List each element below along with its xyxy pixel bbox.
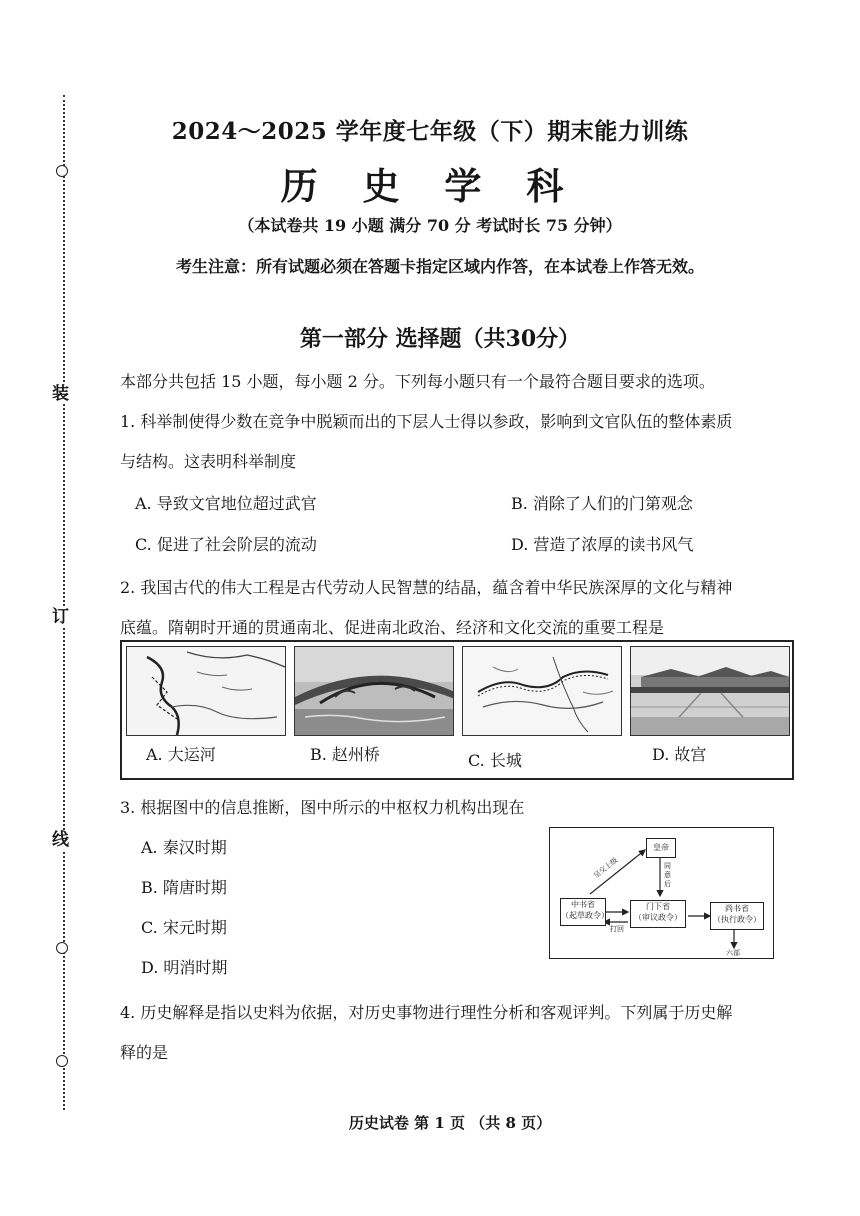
q2-picture-label-c: C. 长城	[468, 751, 522, 770]
q1-stem-line1: 1. 科举制使得少数在竞争中脱颖而出的下层人士得以参政，影响到文官队伍的整体素质	[120, 412, 733, 431]
zhongshu-label: 中书省	[571, 900, 595, 909]
q3-option-c[interactable]: C. 宋元时期	[141, 918, 227, 937]
q2-picture-label-a: A. 大运河	[146, 745, 216, 764]
six-ministries-label: 六部	[726, 949, 740, 957]
q2-picture-options	[120, 640, 794, 780]
q1-option-d[interactable]: D. 营造了浓厚的读书风气	[511, 535, 694, 554]
q3-stem: 3. 根据图中的信息推断，图中所示的中枢权力机构出现在	[120, 798, 525, 817]
q1-option-b[interactable]: B. 消除了人们的门第观念	[511, 494, 693, 513]
q3-option-b[interactable]: B. 隋唐时期	[141, 878, 227, 897]
zhaozhou-bridge-image[interactable]	[294, 646, 454, 736]
binding-hole-icon	[56, 942, 68, 954]
exam-title: 2024～2025 学年度七年级（下）期末能力训练	[171, 118, 689, 145]
three-departments-diagram	[549, 827, 774, 959]
exam-notice: 考生注意：所有试题必须在答题卡指定区域内作答，在本试卷上作答无效。	[175, 257, 704, 276]
emperor-label: 皇帝	[653, 843, 669, 852]
q2-picture-label-d: D. 故宫	[652, 745, 707, 764]
menxia-box	[630, 900, 686, 928]
arrow-reject-label: 打回	[610, 925, 624, 933]
grand-canal-map-image[interactable]	[126, 646, 286, 736]
q4-stem-line2: 释的是	[120, 1043, 169, 1062]
q2-stem-line1: 2. 我国古代的伟大工程是古代劳动人民智慧的结晶，蕴含着中华民族深厚的文化与精神	[120, 578, 733, 597]
zhongshu-box	[560, 898, 609, 926]
q1-stem-line2: 与结构。这表明科举制度	[120, 452, 297, 471]
shangshu-box	[710, 902, 764, 930]
q2-stem-line2: 底蕴。隋朝时开通的贯通南北、促进南北政治、经济和文化交流的重要工程是	[120, 618, 665, 637]
arrow-back-label: 同意后	[664, 862, 671, 888]
great-wall-map-image[interactable]	[462, 646, 622, 736]
binding-dotted-line	[63, 95, 65, 1110]
q1-option-a[interactable]: A. 导致文官地位超过武官	[135, 494, 317, 513]
q2-picture-label-b: B. 赵州桥	[310, 745, 380, 764]
emperor-box	[646, 838, 676, 858]
section-title: 第一部分 选择题（共30分）	[299, 326, 581, 352]
binding-hole-icon	[56, 1055, 68, 1067]
margin-label-xian: 线	[52, 830, 69, 850]
arrow-submit-label: 呈交上级	[592, 856, 620, 880]
q1-option-c[interactable]: C. 促进了社会阶层的流动	[135, 535, 317, 554]
shangshu-label: 尚书省	[725, 904, 749, 913]
margin-label-zhuang: 装	[52, 384, 69, 404]
q3-option-a[interactable]: A. 秦汉时期	[141, 838, 227, 857]
menxia-sub: （审议政令）	[634, 913, 682, 922]
q4-stem-line1: 4. 历史解释是指以史料为依据，对历史事物进行理性分析和客观评判。下列属于历史解	[120, 1003, 733, 1022]
forbidden-city-image[interactable]	[630, 646, 790, 736]
margin-label-ding: 订	[52, 607, 69, 627]
section-instruction: 本部分共包括 15 小题，每小题 2 分。下列每小题只有一个最符合题目要求的选项。	[120, 372, 715, 391]
page-footer: 历史试卷 第 1 页 （共 8 页）	[348, 1114, 552, 1132]
subject-title: 历 史 学 科	[280, 164, 580, 208]
zhongshu-sub: （起草政令）	[561, 911, 609, 920]
menxia-label: 门下省	[646, 902, 670, 911]
exam-info: （本试卷共 19 小题 满分 70 分 考试时长 75 分钟）	[238, 216, 622, 235]
shangshu-sub: （执行政令）	[713, 915, 761, 924]
q3-option-d[interactable]: D. 明消时期	[141, 958, 228, 977]
